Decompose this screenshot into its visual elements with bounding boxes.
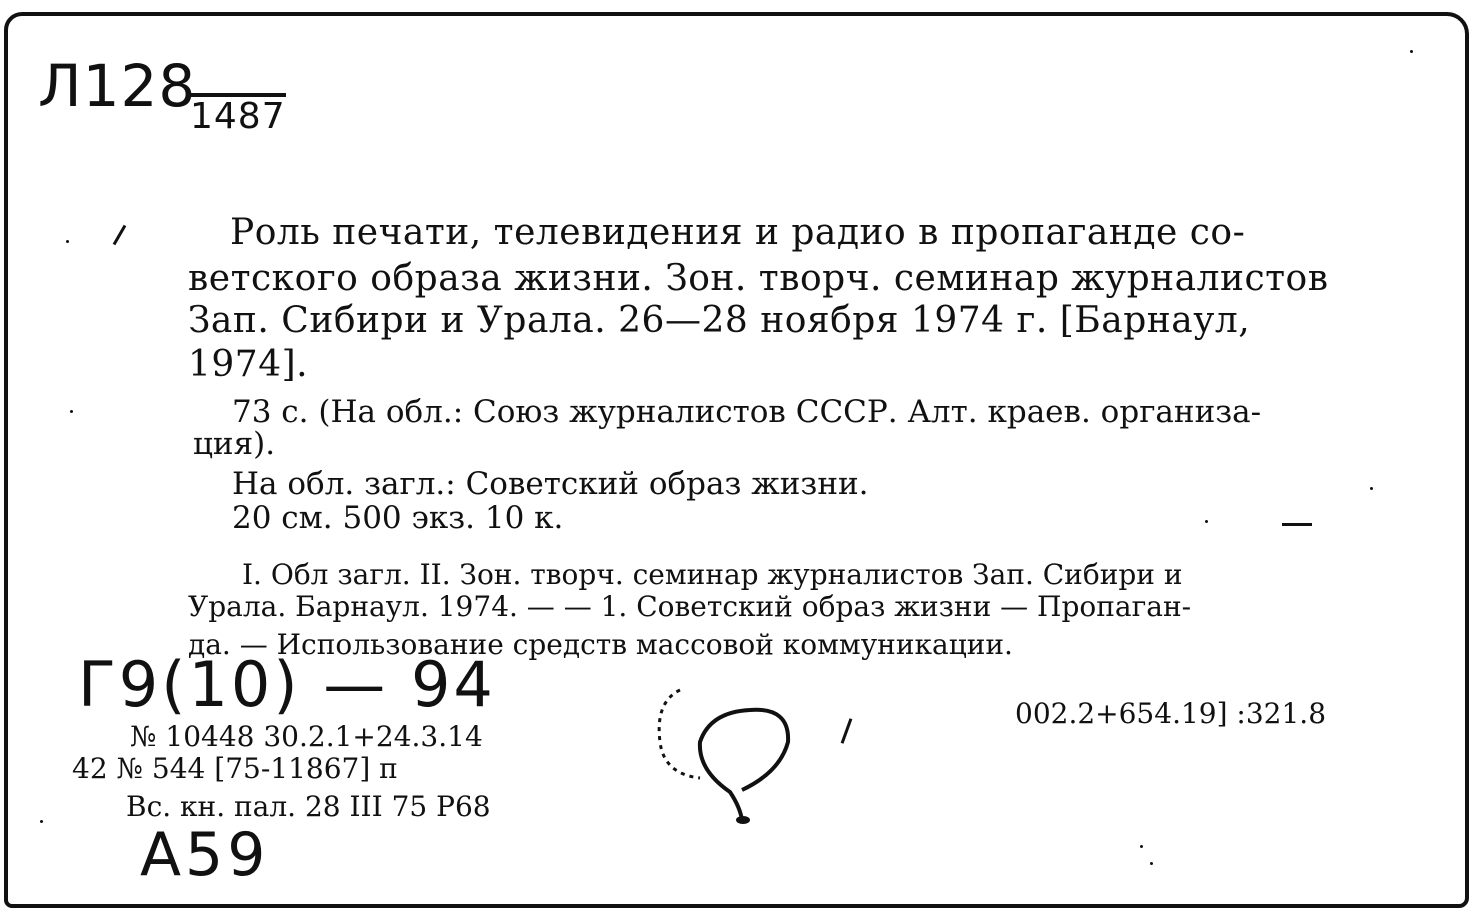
paper-speck bbox=[66, 240, 69, 243]
subject-line: Урала. Барнаул. 1974. — — 1. Советский образ жизни — Пропаган- bbox=[188, 590, 1192, 623]
description-line: 73 с. (На обл.: Союз журналистов СССР. Алт. краев. организа- bbox=[232, 394, 1262, 430]
description-line: 20 см. 500 экз. 10 к. bbox=[232, 500, 564, 536]
paper-speck bbox=[1370, 487, 1373, 490]
paper-speck bbox=[40, 820, 43, 823]
bottom-mark: А59 bbox=[140, 820, 270, 890]
title-line: 1974]. bbox=[188, 344, 309, 385]
description-line: ция). bbox=[193, 426, 276, 462]
paper-speck bbox=[70, 410, 73, 413]
handwritten-class-code: Г9(10) — 94 bbox=[78, 648, 496, 721]
shelf-mark-top: Л128 bbox=[38, 52, 197, 120]
registration-number: 42 № 544 [75-11867] п bbox=[72, 752, 398, 785]
paper-speck bbox=[1205, 520, 1208, 523]
title-line: ветского образа жизни. Зон. творч. семинар журналистов bbox=[188, 258, 1329, 299]
record-number: № 10448 30.2.1+24.3.14 bbox=[130, 720, 483, 753]
title-line: Зап. Сибири и Урала. 26—28 ноября 1974 г. [Барнаул, bbox=[188, 300, 1251, 341]
punch-hole-icon bbox=[650, 682, 800, 827]
subject-line: I. Обл загл. II. Зон. творч. семинар журналистов Зап. Сибири и bbox=[242, 558, 1183, 591]
paper-speck bbox=[1410, 50, 1413, 53]
divider bbox=[1282, 523, 1312, 526]
book-chamber-note: Вс. кн. пал. 28 III 75 Р68 bbox=[126, 790, 491, 823]
subject-line: да. — Использование средств массовой коммуникации. bbox=[188, 628, 1013, 661]
paper-speck bbox=[1150, 862, 1153, 865]
paper-speck bbox=[1140, 845, 1143, 848]
description-line: На обл. загл.: Советский образ жизни. bbox=[232, 466, 869, 502]
shelf-mark-bottom: 1487 bbox=[190, 93, 286, 137]
title-line: Роль печати, телевидения и радио в пропаганде со- bbox=[230, 212, 1246, 253]
udc-index: 002.2+654.19] :321.8 bbox=[1015, 697, 1327, 730]
